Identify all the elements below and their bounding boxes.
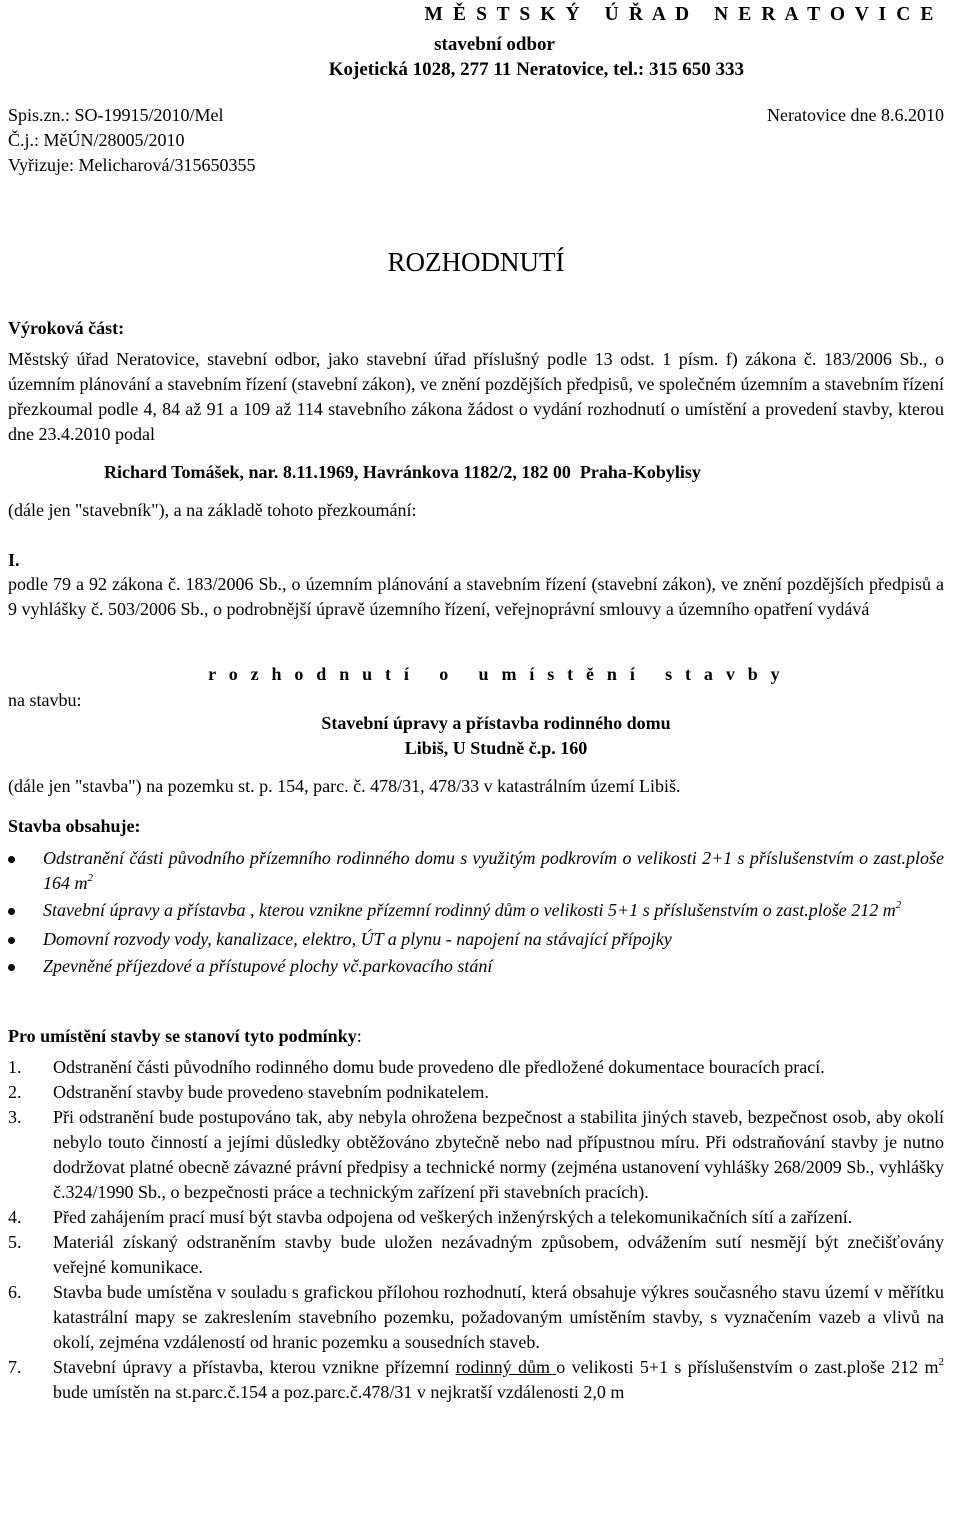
condition-number: 1.: [8, 1057, 22, 1077]
condition-text: o velikosti 5+1 s příslušenstvím o zast.ploše 212 m: [556, 1357, 939, 1377]
superscript: 2: [938, 1356, 944, 1368]
office-address: Kojetická 1028, 277 11 Neratovice, tel.: 315 650 333: [328, 59, 744, 80]
condition-item: [8, 1105, 944, 1205]
conditions-label-text: Pro umístění stavby se stanoví tyto podmínky: [8, 1026, 357, 1046]
section-label: Výroková část:: [8, 318, 125, 338]
condition-text: Před zahájením prací musí být stavba odpojena od veškerých inženýrských a telekomunikačních sítí a zařízení.: [53, 1207, 853, 1227]
contents-list: [8, 846, 944, 981]
bullet-icon: [8, 937, 15, 944]
condition-item: [8, 1205, 944, 1230]
building-label: na stavbu:: [8, 690, 82, 710]
legal-basis-paragraph: podle 79 a 92 zákona č. 183/2006 Sb., o územním plánování a stavebním řízení (stavební zákon), ve znění pozdějších předpisů a 9 vyhlášky č. 503/2006 Sb., o podrobnější úpravě územního řízení, veřejnoprávní smlouvy a územního opatření vydává: [8, 574, 944, 619]
condition-text-underlined: rodinný dům: [455, 1357, 557, 1377]
file-number: Spis.zn.: SO-19915/2010/Mel: [8, 105, 224, 125]
intro-paragraph: Městský úřad Neratovice, stavební odbor, jako stavební úřad příslušný podle 13 odst. 1 písm. f) zákona č. 183/2006 Sb., o územním plánování a stavebním řízení (stavební zákon), ve znění pozdějších předpisů, ve společném územním a stavebním řízení přezkoumal podle 4, 84 až 91 a 109 až 114 stavebního zákona žádost o vydání rozhodnutí o umístění a provedení stavby, kterou dne 23.4.2010 podal: [8, 349, 944, 444]
contents-label: Stavba obsahuje:: [8, 816, 141, 836]
condition-item: [8, 1080, 944, 1105]
list-item: [8, 927, 944, 952]
condition-number: 7.: [8, 1357, 22, 1377]
condition-text: bude umístěn na st.parc.č.154 a poz.parc.č.478/31 v nejkratší vzdálenosti 2,0 m: [53, 1382, 625, 1402]
conditions-label: [8, 1024, 362, 1049]
department-name: stavební odbor: [434, 34, 555, 55]
condition-text: Materiál získaný odstraněním stavby bude uložen nezávadným způsobem, odvážením sutí nesmějí být znečišťovány veřejné komunikace.: [53, 1232, 944, 1277]
applicant: Richard Tomášek, nar. 8.11.1969, Havránkova 1182/2, 182 00 Praha-Kobylisy: [104, 462, 701, 482]
office-name: M Ě S T S K Ý Ú Ř A D N E R A T O V I C E: [424, 4, 936, 25]
condition-number: 6.: [8, 1282, 22, 1302]
section-numeral: I.: [8, 550, 20, 570]
condition-number: 4.: [8, 1207, 22, 1227]
list-item: [8, 954, 944, 979]
bullet-icon: [8, 908, 15, 915]
reference-number: Č.j.: MěÚN/28005/2010: [8, 130, 185, 150]
list-item-text: Stavební úpravy a přístavba , kterou vznikne přízemní rodinný dům o velikosti 5+1 s příslušenstvím o zast.ploše 212 m: [43, 900, 896, 920]
condition-number: 3.: [8, 1107, 22, 1127]
condition-item: [8, 1055, 944, 1080]
condition-item: [8, 1280, 944, 1355]
condition-number: 5.: [8, 1232, 22, 1252]
list-item-text: Domovní rozvody vody, kanalizace, elektro, ÚT a plynu - napojení na stávající přípojky: [43, 929, 672, 949]
handled-by: Vyřizuje: Melicharová/315650355: [8, 155, 256, 175]
list-item: [8, 846, 944, 896]
condition-text: Odstranění části původního rodinného domu bude provedeno dle předložené dokumentace bouracích prací.: [53, 1057, 825, 1077]
condition-item: [8, 1355, 944, 1405]
condition-text: Při odstranění bude postupováno tak, aby nebyla ohrožena bezpečnost a stabilita jiných staveb, bezpečnost osob, aby okolí nebylo touto činností a jejími důsledky obtěžováno zbytečně nebo nad přípustnou míru. Při odstraňování stavby je nutno dodržovat platné obecně závazné právní předpisy a technické normy (zejména ustanovení vyhlášky 268/2009 Sb., vyhlášky č.324/1990 Sb., o bezpečnosti práce a technickým zařízení při stavebních pracích).: [53, 1107, 944, 1202]
condition-text: Stavba bude umístěna v souladu s grafickou přílohou rozhodnutí, která obsahuje výkres současného stavu území v měřítku katastrální mapy se zakreslením stavebního pozemku, požadovaným umístěním stavby, s vyznačením vazeb a vlivů na okolí, zejména vzdáleností od hranic pozemku a sousedních staveb.: [53, 1282, 944, 1352]
condition-text: Odstranění stavby bude provedeno stavebním podnikatelem.: [53, 1082, 489, 1102]
building-address: Libiš, U Studně č.p. 160: [404, 738, 588, 758]
decision-heading: r o z h o d n u t í o u m í s t ě n í s t a v b y: [208, 664, 784, 684]
superscript: 2: [895, 899, 902, 911]
parcel-info: (dále jen "stavba") na pozemku st. p. 154, parc. č. 478/31, 478/33 v katastrálním území Libiš.: [8, 776, 681, 796]
bullet-icon: [8, 856, 15, 863]
conditions-list: [8, 1055, 944, 1405]
condition-text: Stavební úpravy a přístavba, kterou vznikne přízemní: [53, 1357, 456, 1377]
after-applicant-text: (dále jen "stavebník"), a na základě tohoto přezkoumání:: [8, 500, 417, 520]
building-name: Stavební úpravy a přístavba rodinného domu: [321, 713, 671, 733]
conditions-colon: :: [356, 1026, 362, 1046]
superscript: 2: [87, 872, 93, 884]
list-item: [8, 898, 944, 923]
condition-number: 2.: [8, 1082, 22, 1102]
list-item-text: Odstranění části původního přízemního rodinného domu s využitým podkrovím o velikosti 2+1 s příslušenstvím o zast.ploše 164 m: [43, 848, 944, 893]
list-item-text: Zpevněné příjezdové a přístupové plochy vč.parkovacího stání: [43, 956, 493, 976]
bullet-icon: [8, 964, 15, 971]
page-title: ROZHODNUTÍ: [387, 247, 565, 277]
issue-date: Neratovice dne 8.6.2010: [767, 105, 944, 125]
condition-item: [8, 1230, 944, 1280]
